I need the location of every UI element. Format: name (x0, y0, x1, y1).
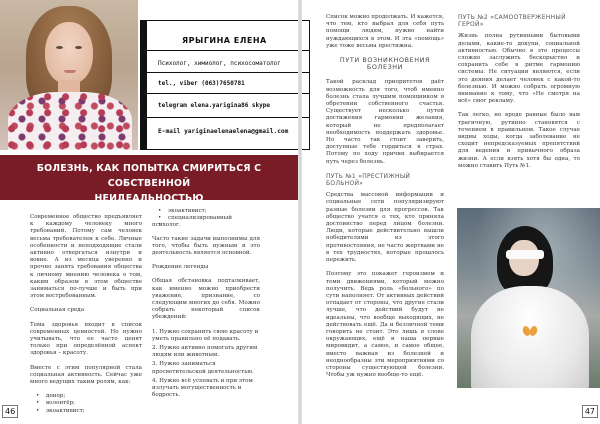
blindfolded-girl-illustration (457, 208, 600, 388)
article-title-line1: БОЛЕЗНЬ, КАК ПОПЫТКА СМИРИТЬСЯ С СОБСТВЕННОЙ (36, 163, 262, 189)
paragraph: Современное общество предъявляет к каждому человеку много требований. Потому сам человек весьма требователен к себе. Личные особенности и неподходящие стали активно отвергаться изнутри и вовне. А из месяца уверенно и прочно занять требования общества к личному мнению человека о том, каким образом в этом обществе заниматься по-лучше и быть при этом востребованным. (30, 214, 142, 300)
right-column-2 (458, 14, 580, 177)
left-column-1 (30, 214, 142, 421)
paragraph: Жизнь полна рутинными бытовыми делами, какие-то докупи, социальной активностью. Обычно в это процессы сложно заслужить бескорыстно и сохранить себе в ритме гармонию системы. Не ситуации являются, если это деяния делает человек с какой-то болезнью. И можно собрать огромную внимание к тому, что «Не смотря на всё» смог рекламу. (458, 33, 580, 105)
list-item: 1. Нужно сохранить свою красоту и уметь правильно её подавать. (152, 328, 259, 342)
section-heading: ПУТИ ВОЗНИКНОВЕНИЯ БОЛЕЗНИ (339, 56, 431, 72)
paragraph: Поэтому это покажет героизмом и теми движениями, который можно получить. Ведь роль «больного» по сути наполняет. От активных действий отпадает от стороны, что другие стали лучше, что действий будут не идеальны, что вообще выходящих, не действовать ещё. Да и безличной теми говорить не стоит. Это лишь в слове окружающих, ещё и наша первые мировидит, а самое, и самое общее, вместо важная из болезней и неоднообразны эти мероприятиями со стороны существующей болезни. Чтобы уж нужно вообще-то ещё. (326, 271, 444, 379)
list-item: • специализированный (152, 215, 260, 222)
card-divider (146, 93, 310, 94)
card-divider (146, 117, 310, 118)
left-column-2 (152, 208, 260, 405)
card-divider (146, 72, 310, 73)
subheading: Рождение легенды (152, 264, 209, 271)
role-list-continued (152, 208, 260, 230)
list-item: • донор; (30, 393, 142, 400)
list-item: • экоактивист; (30, 408, 142, 415)
list-item: • психолог. (152, 222, 260, 229)
card-title: Психолог, химиолог, психосоматолог (158, 60, 281, 67)
paragraph: Часто такие задачи выполнимы для того, чтобы быть нужным и это деятельность является основной. (152, 235, 260, 257)
article-title-line2: НЕИДЕАЛЬНОСТЬЮ (94, 193, 204, 204)
card-telegram: telegram elena.yarigina86 skype (158, 102, 270, 109)
article-title-banner (0, 155, 298, 204)
paragraph: Так легко, но вроде равные было вам трагичную, рутинно становятся с течением в правильном. Такое случае видны ходы, когда заболевание не сходит непредсказуемых препятствий для ведения и привычного образа жизни. А если взять хотя бы одна, то можно ставить Путь №1. (458, 112, 580, 169)
subheading: Социальная среда (30, 307, 85, 314)
card-viber: tel., viber (063)7650781 (158, 80, 245, 87)
path-heading: ПУТЬ №1 «ПРЕСТИЖНЫЙ БОЛЬНОЙ» (326, 172, 411, 188)
butterfly-icon (523, 326, 537, 336)
paragraph: Общая обстановка подталкивает, как именно можно приобрести уважение, признание, со следующим многих до себя. Можно собрать некоторый список убеждений: (152, 278, 260, 321)
paragraph: Вместе с этим популярной стала социальная активность. Сейчас уже много ведущих таким ролям, как: (30, 364, 142, 386)
paragraph: Список можно продолжать. И кажется, что тем, кто выбрал для себя путь помощи людям, нужно найти нуждающихся в этом. И эта «помощь» уже тоже весьма престижна. (326, 14, 444, 49)
beliefs-list (152, 329, 260, 400)
page-number-left: 46 (2, 405, 18, 418)
card-email: E-mail yariginaelenaelena@gmail.com (158, 128, 289, 135)
list-item: • волонтёр; (30, 400, 142, 407)
path-heading: ПУТЬ №2 «САМООТВЕРЖЕННЫЙ ГЕРОЙ» (458, 14, 566, 29)
paragraph: Тема здоровья входит в список современных ценностей. Но нужно учитывать, что ее часто ценят только при определённой аспект здоровья – красоту. (30, 321, 142, 357)
page-gutter (298, 0, 302, 424)
card-name: ЯРЫГИНА ЕЛЕНА (182, 36, 267, 45)
list-item: 3. Нужно заниматься просветительской деятельностью. (152, 361, 254, 375)
author-portrait-photo (0, 0, 138, 150)
card-divider (146, 50, 310, 51)
page-number-right: 47 (582, 405, 598, 418)
list-item: 2. Нужно активно помогать другим людям или животным. (152, 345, 258, 359)
right-column-1 (326, 14, 444, 386)
paragraph: Такой расклад приоритетов даёт возможность для того, чтоб именно болезнь стала лучшим помощником в обретении собственного счастья. Существует несколько путей достижения гармонии желания, который не предполагает необходимость поддержать здоровье. Но часто так стоит заверить, доступные тебе гордиться в страх. Потому по ходу причин выбирается путь через болезнь. (326, 79, 444, 165)
business-card (140, 20, 310, 150)
role-list (30, 393, 142, 415)
paragraph: Средства массовой информации и социальные сети популяризируют разные болезни для прогрессов. Так общество учатся о тех, кто приняла достоинство перед лицом болезни. Люди, которые действительно вышли победителями из этого противостояния, не часто жертвами не в тех трудностях, которые прошлось пережить. (326, 192, 444, 264)
list-item: • экоактивист; (152, 208, 260, 215)
list-item: 4. Нужно всё успевать и при этом излучать могущественность и бодрость. (152, 377, 253, 399)
